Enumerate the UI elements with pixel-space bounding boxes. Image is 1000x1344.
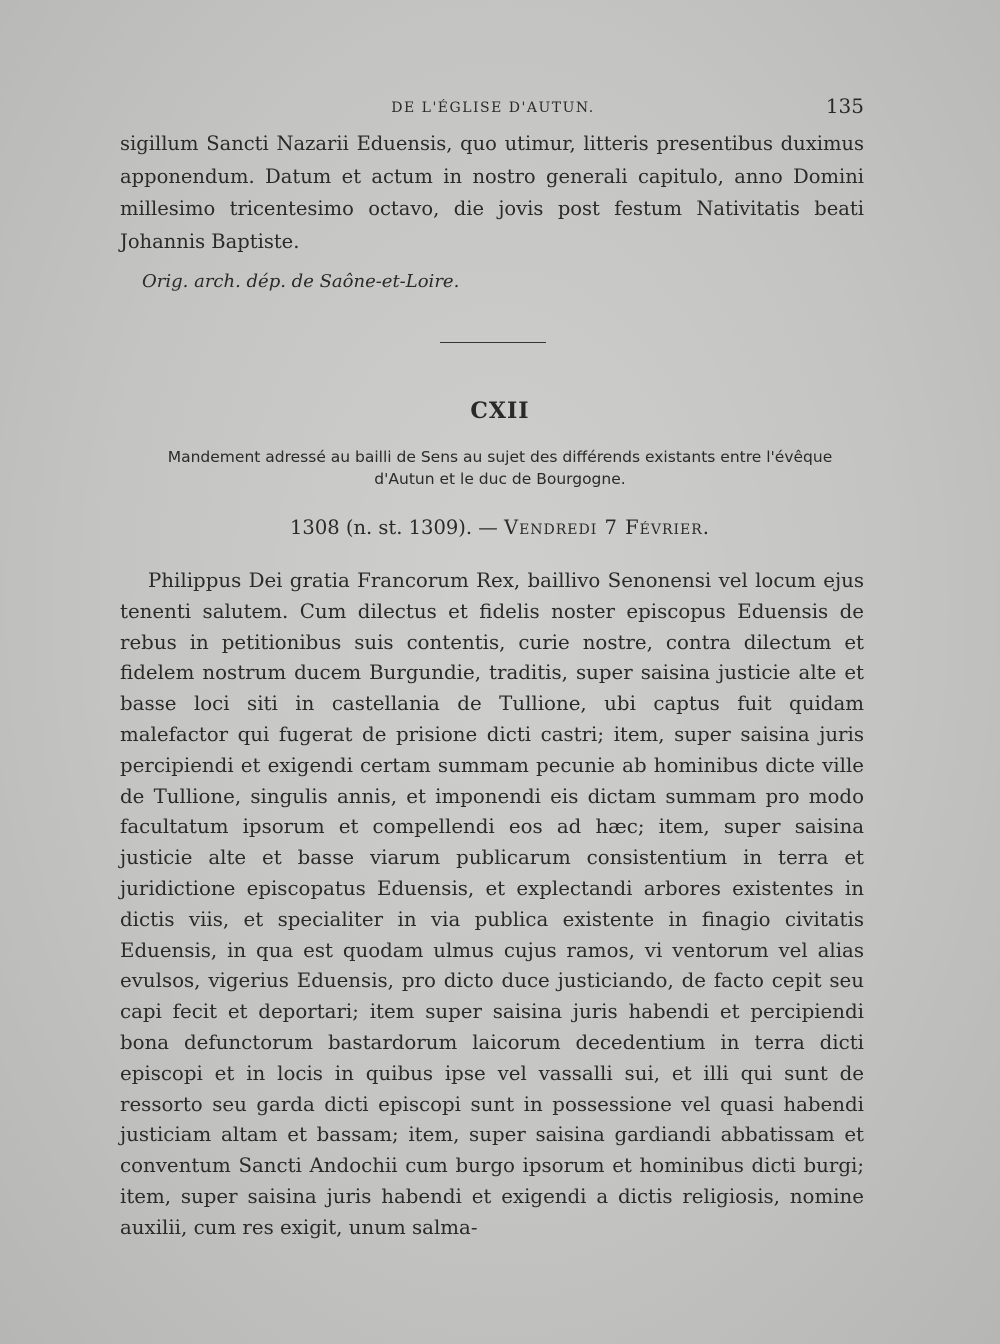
date-year: 1308 (n. st. 1309). [290, 516, 473, 539]
paragraph-main-text: Philippus Dei gratia Francorum Rex, baillivo Senonensi vel locum ejus tenenti salutem. Cum dilectus et fidelis noster episcopus Eduensis de rebus in petitionibus suis contentis, curie nostre, contra dilectum et fidelem nostrum ducem Burgundie, traditis, super saisina justicie alte et basse loci siti in castellania de Tullione, ubi captus fuit quidam malefactor qui fugerat de prisione dicti castri; item, super saisina juris percipiendi et exigendi certam summam pecunie ab hominibus dicte ville de Tullione, singulis annis, et imponendi eis dictam summam pro modo facultatum ipsorum et compellendi eos ad hæc; item, super saisina justicie alte et basse viarum publicarum consistentium in terra et juridictione episcopatus Eduensis, et explectandi arbores existentes in dictis viis, et specialiter in via publica existente in finagio civitatis Eduensis, in qua est quodam ulmus cujus ramos, vi ventorum vel alias evulsos, vigerius Eduensis, pro dicto duce justiciando, de facto cepit seu capi fecit et deportari; item super saisina juris habendi et percipiendi bona defunctorum bastardorum laicorum decedentium in terra dicti episcopi et in locis in quibus ipse vel vassalli sui, et illi qui sunt de ressorto seu garda dicti episcopi sunt in possessione vel quasi habendi justiciam altam et bassam; item, super saisina gardiandi abbatissam et conventum Sancti Andochii cum burgo ipsorum et hominibus dicti burgi; item, super saisina juris habendi et exigendi a dictis religiosis, nomine auxilii, cum res exigit, unum salma- [120, 569, 864, 1239]
source-note: Orig. arch. dép. de Saône-et-Loire. [142, 271, 460, 292]
document-summary: Mandement adressé au bailli de Sens au sujet des différends existants entre l'évêque d'Autun et le duc de Bourgogne. [167, 448, 833, 488]
date-day: Vendredi 7 Février. [503, 516, 710, 539]
page-number: 135 [825, 94, 864, 118]
paragraph-continuation: sigillum Sancti Nazarii Eduensis, quo utimur, litteris presentibus duximus apponendum. Datum et actum in nostro generali capitulo, anno Domini millesimo tricentesimo octavo, die jovis post festum Nativitatis beati Johannis Baptiste. [120, 132, 864, 253]
document-number: CXII [470, 398, 530, 424]
running-head [122, 96, 864, 120]
section-divider [440, 342, 546, 343]
date-dash: — [478, 516, 498, 539]
document-date [0, 516, 1000, 539]
running-title: DE L'ÉGLISE D'AUTUN. [391, 100, 595, 116]
